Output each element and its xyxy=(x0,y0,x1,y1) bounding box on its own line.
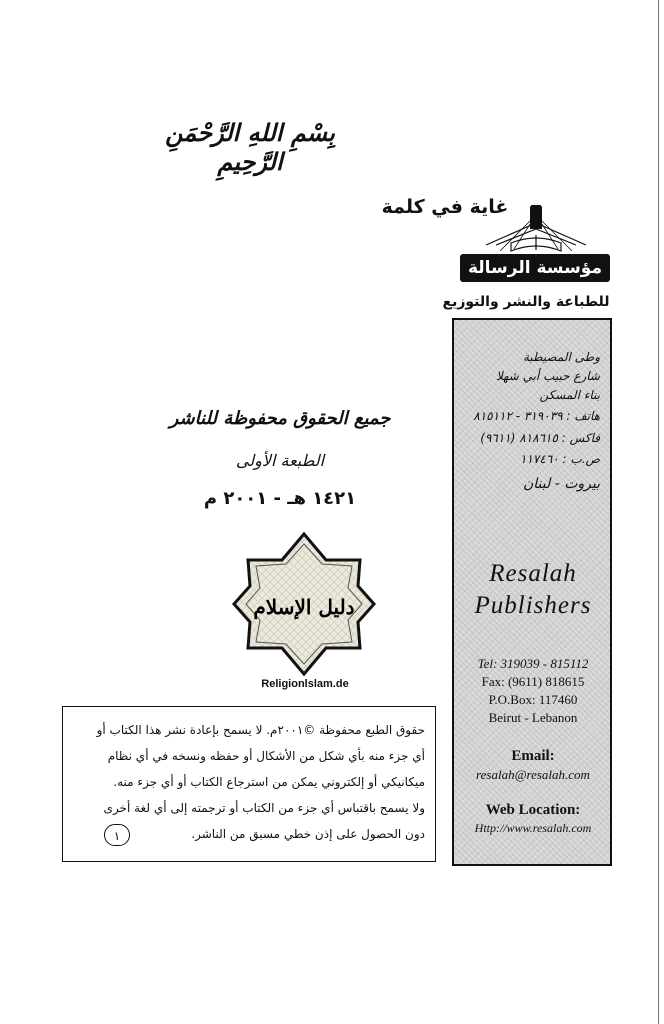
publisher-name-en-2: Publishers xyxy=(474,592,592,619)
web-label: Web Location: xyxy=(485,802,581,818)
publisher-name-en-1: Resalah xyxy=(489,560,577,587)
edition-label: الطبعة الأولى xyxy=(235,451,325,470)
badge-calligraphy: دليل الإسلام xyxy=(253,595,355,619)
publisher-info-panel xyxy=(452,318,612,866)
copyright-line: ولا يسمح باقتباس أي جزء من الكتاب أو ترجمته إلى أي لغة أخرى xyxy=(103,801,425,815)
page-edge-divider xyxy=(658,0,659,1024)
page-number: ١ xyxy=(104,824,130,846)
octagonal-star-badge-icon xyxy=(230,530,378,678)
fax-en: Fax: (9611) 818615 xyxy=(481,674,585,689)
web-address: Http://www.resalah.com xyxy=(474,821,592,835)
pobox-en: P.O.Box: 117460 xyxy=(488,692,578,707)
email-label: Email: xyxy=(511,748,555,764)
badge-caption: Religionlslam.de xyxy=(261,678,349,690)
book-title: غاية في كلمة xyxy=(381,196,509,218)
copyright-line: حقوق الطبع محفوظة ©٢٠٠١م. لا يسمح بإعادة نشر هذا الكتاب أو xyxy=(96,723,425,737)
fax-ar: فاكس : ٨١٨٦١٥ (٩٦١١) xyxy=(480,431,600,445)
all-rights-reserved: جميع الحقوق محفوظة للناشر xyxy=(169,408,391,429)
address-line: وطى المصيطبة xyxy=(522,350,600,364)
address-line: بناء المسكن xyxy=(539,388,600,402)
basmala-calligraphy: بِسْمِ اللهِ الرَّحْمَنِ الرَّحِيمِ xyxy=(165,118,335,176)
phone-ar: هاتف : ٣١٩٠٣٩ - ٨١٥١١٢ xyxy=(473,409,600,423)
edition-date: ١٤٢١ هـ - ٢٠٠١ م xyxy=(203,488,357,509)
email-address: resalah@resalah.com xyxy=(476,767,590,782)
phone-en: Tel: 319039 - 815112 xyxy=(477,656,589,671)
publisher-logo-name: مؤسسة الرسالة xyxy=(460,254,610,282)
city-en: Beirut - Lebanon xyxy=(488,710,578,725)
city-ar: بيروت - لبنان xyxy=(523,476,600,492)
pobox-ar: ص.ب : ١١٧٤٦٠ xyxy=(520,452,600,466)
copyright-line: ميكانيكي أو إلكتروني يمكن من استرجاع الكتاب أو أي جزء منه. xyxy=(113,775,425,789)
copyright-line: دون الحصول على إذن خطي مسبق من الناشر. xyxy=(191,827,425,841)
copyright-line: أي جزء منه بأي شكل من الأشكال أو حفظه ونسخه في أي نظام xyxy=(107,749,425,763)
publisher-tagline: للطباعة والنشر والتوزيع xyxy=(442,294,610,310)
address-line: شارع حبيب أبي شهلا xyxy=(496,369,600,383)
